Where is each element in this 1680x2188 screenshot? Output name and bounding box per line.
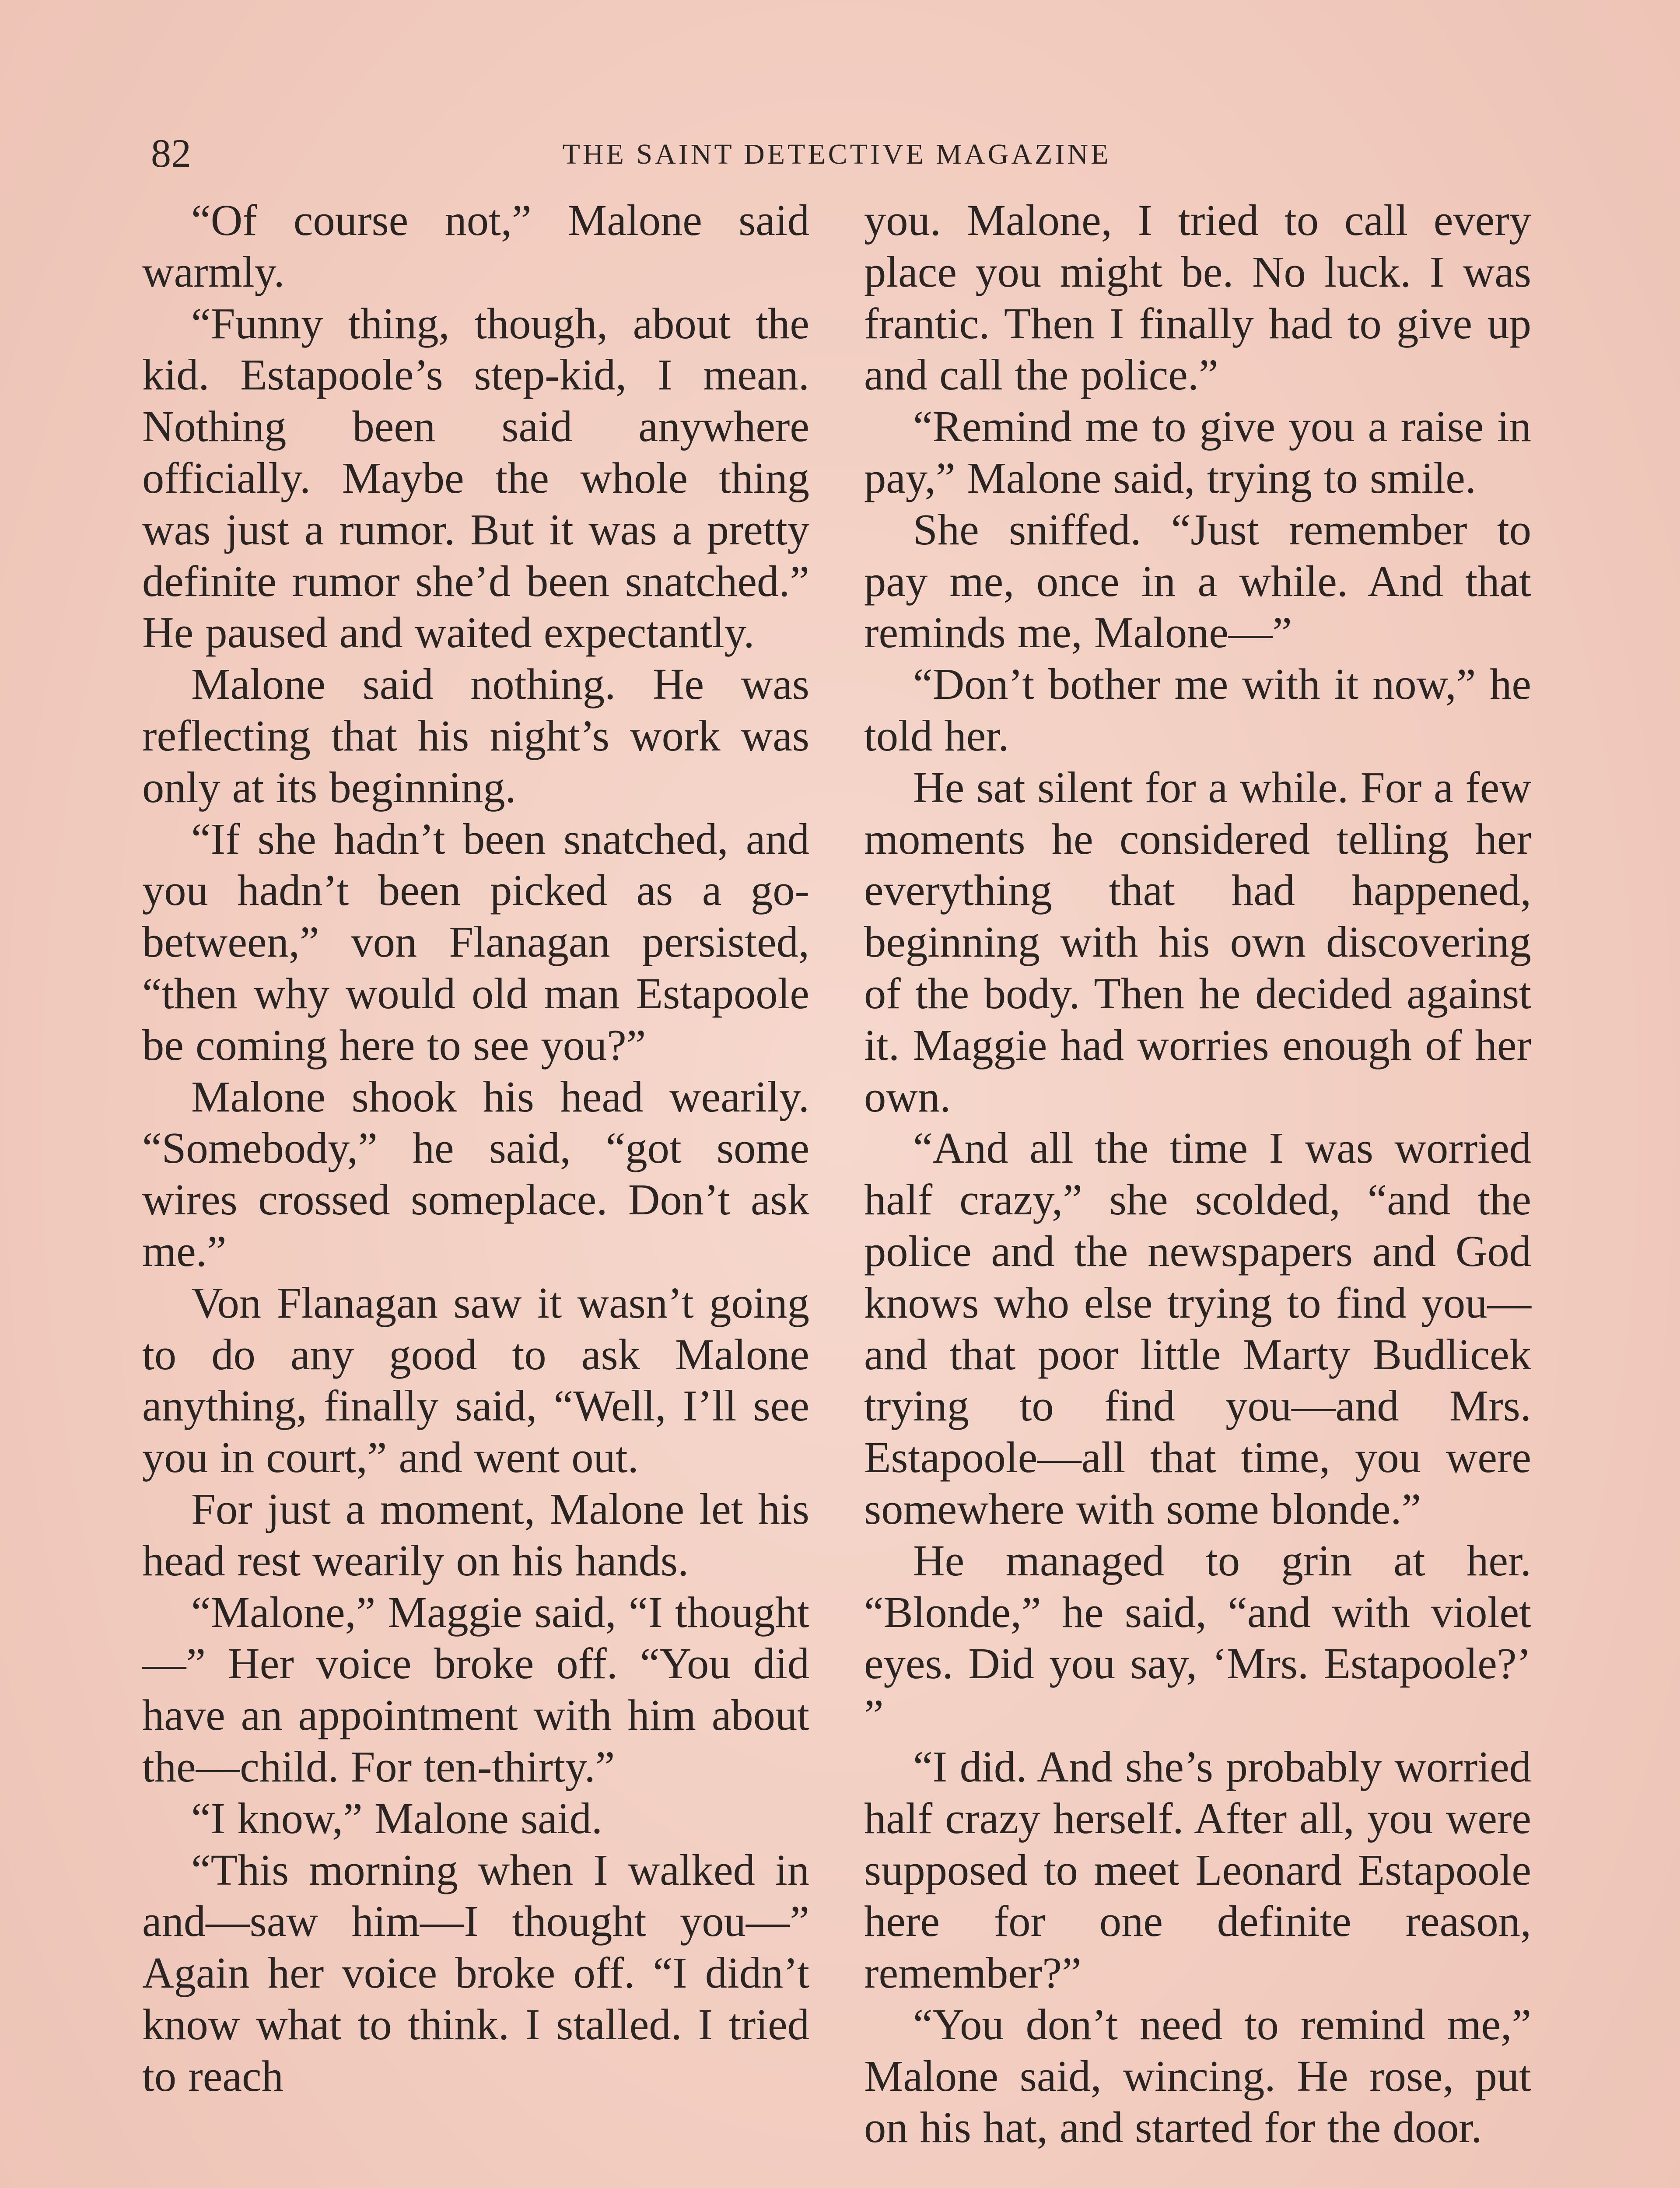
text-column-left [142, 195, 809, 2188]
paragraph: She sniffed. “Just remember to pay me, once in a while. And that reminds me, Malone—” [864, 505, 1531, 657]
paragraph: “Of course not,” Malone said warmly. [142, 196, 809, 296]
paragraph: “Funny thing, though, about the kid. Estapoole’s step-kid, I mean. Nothing been said anywhere officially. Maybe the whole thing was just a rumor. But it was a pretty definite rumor she’d been snatched.” He paused and waited expectantly. [142, 298, 809, 657]
page-number: 82 [151, 131, 191, 175]
paragraph: “You don’t need to remind me,” Malone said, wincing. He rose, put on his hat, and started for the door. [864, 1999, 1531, 2152]
paragraph: “I know,” Malone said. [191, 1793, 602, 1843]
running-title: THE SAINT DETECTIVE MAGAZINE [562, 138, 1111, 170]
paragraph: “I did. And she’s probably worried half crazy herself. After all, you were supposed to meet Leonard Estapoole here for one definite reason, remember?” [864, 1742, 1531, 1998]
paragraph: He managed to grin at her. “Blonde,” he said, “and with violet eyes. Did you say, ‘Mrs. Estapoole?’ ” [864, 1536, 1531, 1740]
paragraph: you. Malone, I tried to call every place you might be. No luck. I was frantic. Then I finally had to give up and call the police.” [864, 196, 1531, 400]
page-header [151, 131, 1522, 179]
paragraph: “Malone,” Maggie said, “I thought—” Her voice broke off. “You did have an appointment with him about the—child. For ten-thirty.” [142, 1587, 809, 1791]
paragraph: “Remind me to give you a raise in pay,” Malone said, trying to smile. [864, 402, 1531, 502]
text-column-right [864, 195, 1531, 2188]
paragraph: Malone shook his head wearily. “Somebody,” he said, “got some wires crossed someplace. Don’t ask me.” [142, 1072, 809, 1276]
paragraph: “This morning when I walked in and—saw him—I thought you—” Again her voice broke off. “I didn’t know what to think. I stalled. I tried to reach [142, 1845, 809, 2100]
paragraph: “And all the time I was worried half crazy,” she scolded, “and the police and the newspapers and God knows who else trying to find you—and that poor little Marty Budlicek trying to find you—and Mrs. Estapoole—all that time, you were somewhere with some blonde.” [864, 1123, 1531, 1533]
paragraph: “If she hadn’t been snatched, and you hadn’t been picked as a go-between,” von Flanagan persisted, “then why would old man Estapoole be coming here to see you?” [142, 814, 809, 1069]
paragraph: “Don’t bother me with it now,” he told her. [864, 659, 1531, 760]
paragraph: Malone said nothing. He was reflecting that his night’s work was only at its beginning. [142, 659, 809, 812]
paragraph: Von Flanagan saw it wasn’t going to do any good to ask Malone anything, finally said, “Well, I’ll see you in court,” and went out. [142, 1278, 809, 1482]
paragraph: He sat silent for a while. For a few moments he considered telling her everything that had happened, beginning with his own discovering of the body. Then he decided against it. Maggie had worries enough of her own. [864, 762, 1531, 1121]
paragraph: For just a moment, Malone let his head rest wearily on his hands. [142, 1484, 809, 1585]
